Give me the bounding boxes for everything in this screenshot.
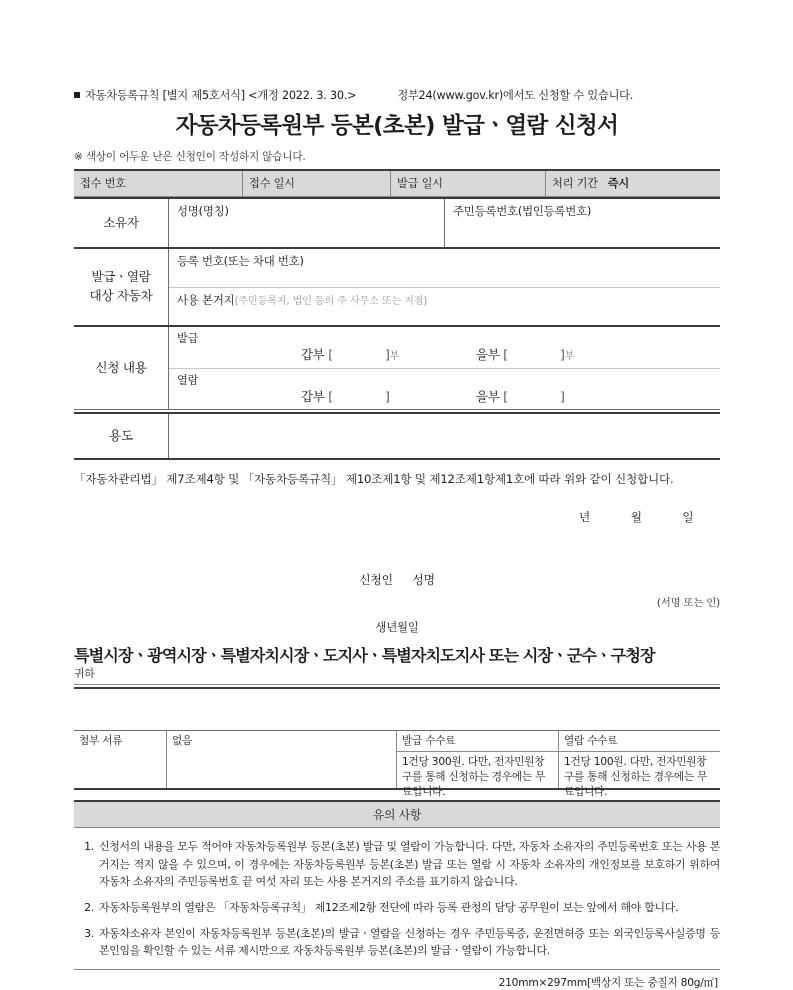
issue-datetime-cell[interactable] [390,171,545,196]
request-issue-tag: 발급 [177,331,199,345]
receipt-number-label: 접수 번호 [80,177,126,191]
notice-item-text: 신청서의 내용을 모두 적어야 자동차등록원부 등본(초본) 발급 및 열람이 가능합니다. 다만, 자동차 소유자의 주민등록번호 또는 사용 본거지는 적지 않을 수 있으며, 이 경우에는 자동차등록원부 등본(초본) 발급 또는 열람 시 자동차 소유자의 개인정보를 보호하기 위하여 자동차 소유자의 주민등록번호 끝 여섯 자리 또는 사용 본거지의 주소를 표기하지 않습니다. [99,840,720,888]
owner-section [74,197,720,249]
view-gapbu-close: ] [384,388,390,404]
date-year: 년 [579,510,591,525]
view-eulbu-label: 을부 [476,388,500,404]
issue-eulbu-close: ] [559,346,565,362]
processing-time-cell [545,171,720,196]
owner-id-label: 주민등록번호(법인등록번호) [453,203,592,218]
notice-item-text: 자동차소유자 본인이 자동차등록원부 등본(초본)의 발급ㆍ열람을 신청하는 경우 주민등록증, 운전면허증 또는 외국인등록사실증명 등 본인임을 확인할 수 있는 서류 제시만으로 자동차등록원부 등본(초본)의 발급ㆍ열람이 가능합니다. [99,927,720,958]
vehicle-base-cell[interactable] [169,287,720,325]
bullet-square-icon [74,92,80,98]
fee-table [74,730,720,799]
view-fee-label: 열람 수수료 [558,731,720,751]
issue-gapbu-label: 갑부 [301,346,325,362]
recipient-divider [74,684,720,689]
revision-text: <개정 2022. 3. 30.> [248,89,357,102]
issue-eulbu-label: 을부 [476,346,500,362]
owner-id-cell[interactable] [444,199,720,247]
date-day: 일 [682,510,694,525]
issue-gapbu-suffix: 부 [389,350,400,362]
notice-item [74,899,720,916]
owner-label: 소유자 [103,214,139,230]
receipt-datetime-label: 접수 일시 [249,177,295,191]
vehicle-base-label: 사용 본거지 [177,292,235,307]
processing-time-value: 즉시 [607,177,630,191]
vehicle-fields [168,249,720,325]
view-eulbu-open: [ [503,388,508,404]
issue-gapbu-open: [ [328,346,333,362]
regulation-reference [74,89,356,104]
applicant-name-label: 성명 [412,573,435,588]
view-gapbu-label: 갑부 [301,388,325,404]
fee-group [396,731,720,799]
request-issue-row [169,327,720,368]
purpose-label: 용도 [109,427,133,443]
applicant-role-label: 신청인 [359,573,393,588]
issue-eulbu-open: [ [503,346,508,362]
vehicle-regno-label: 등록 번호(또는 차대 번호) [177,253,304,268]
purpose-section [74,412,720,460]
notice-item-number: 2. [84,901,94,915]
notice-item-number: 1. [84,840,94,854]
owner-name-cell[interactable] [169,199,444,247]
issue-datetime-label: 발급 일시 [397,177,443,191]
issue-gapbu-close: ] [384,346,390,362]
notice-item-number: 3. [84,927,94,941]
applicant-birth-label: 생년월일 [375,620,419,635]
vehicle-base-note: (주민등록지, 법인 등의 주 사무소 또는 지점) [234,295,428,307]
receipt-number-cell[interactable] [74,171,242,196]
vehicle-regno-cell[interactable] [169,249,720,287]
vehicle-label [74,249,168,325]
request-section [74,327,720,410]
signature-note: (서명 또는 인) [656,597,720,610]
view-fee-value: 1건당 100원. 다만, 전자민원창구를 통해 신청하는 경우에는 무료입니다. [558,752,720,788]
form-sheet [74,0,720,990]
attachment-value: 없음 [166,731,396,788]
paper-spec: 210mm×297mm[백상지 또는 중질지 80g/㎡] [498,976,718,989]
view-gapbu-field[interactable] [301,387,390,405]
vehicle-label-line2: 대상 자동차 [89,287,153,303]
issue-fee-label: 발급 수수료 [396,731,558,751]
attachment-group [74,731,396,788]
issue-eulbu-field[interactable] [476,345,574,363]
date-line [74,509,720,525]
notice-title: 유의 사항 [74,800,720,828]
recipient-honorific: 귀하 [74,667,95,681]
view-eulbu-close: ] [559,388,565,404]
receipt-strip [74,169,720,197]
recipient-authorities: 특별시장ㆍ광역시장ㆍ특별자치시장ㆍ도지사ㆍ특별자치도지사 또는 시장ㆍ군수ㆍ구청장 [74,646,655,666]
receipt-datetime-cell[interactable] [242,171,390,196]
request-label: 신청 내용 [95,359,147,375]
owner-name-label: 성명(명칭) [177,203,229,218]
notice-item [74,925,720,959]
vehicle-section [74,249,720,327]
processing-time-label: 처리 기간 [552,177,598,191]
shaded-field-note: ※ 색상이 어두운 난은 신청인이 작성하지 않습니다. [74,150,306,163]
notice-list [74,828,720,959]
legal-statement: 「자동차관리법」 제7조제4항 및 「자동차등록규칙」 제10조제1항 및 제12조제1항제1호에 따라 위와 같이 신청합니다. [74,471,674,486]
attachment-label: 첨부 서류 [79,735,123,748]
purpose-input[interactable] [168,414,720,458]
notice-item [74,838,720,890]
purpose-value [169,414,720,418]
page-title: 자동차등록원부 등본(초본) 발급ㆍ열람 신청서 [175,112,619,139]
notice-item-text: 자동차등록원부의 열람은 「자동차등록규칙」 제12조제2항 전단에 따라 등록 관청의 담당 공무원이 보는 앞에서 해야 합니다. [99,901,679,915]
vehicle-label-line1: 발급ㆍ열람 [91,269,151,285]
issue-fee-value: 1건당 300원. 다만, 전자민원창구를 통해 신청하는 경우에는 무료입니다. [396,752,558,788]
issue-eulbu-suffix: 부 [564,350,575,362]
date-month: 월 [630,510,642,525]
view-eulbu-field[interactable] [476,387,565,405]
issue-gapbu-field[interactable] [301,345,399,363]
request-fields [168,327,720,409]
request-view-row [169,368,720,409]
applicant-line [74,571,720,588]
regulation-text: 자동차등록규칙 [별지 제5호서식] [85,89,245,102]
owner-fields [168,199,720,247]
document-header [74,89,720,104]
request-view-tag: 열람 [177,373,199,387]
footer-divider [74,969,720,970]
view-gapbu-open: [ [328,388,333,404]
online-service-notice: 정부24(www.gov.kr)에서도 신청할 수 있습니다. [397,89,634,102]
